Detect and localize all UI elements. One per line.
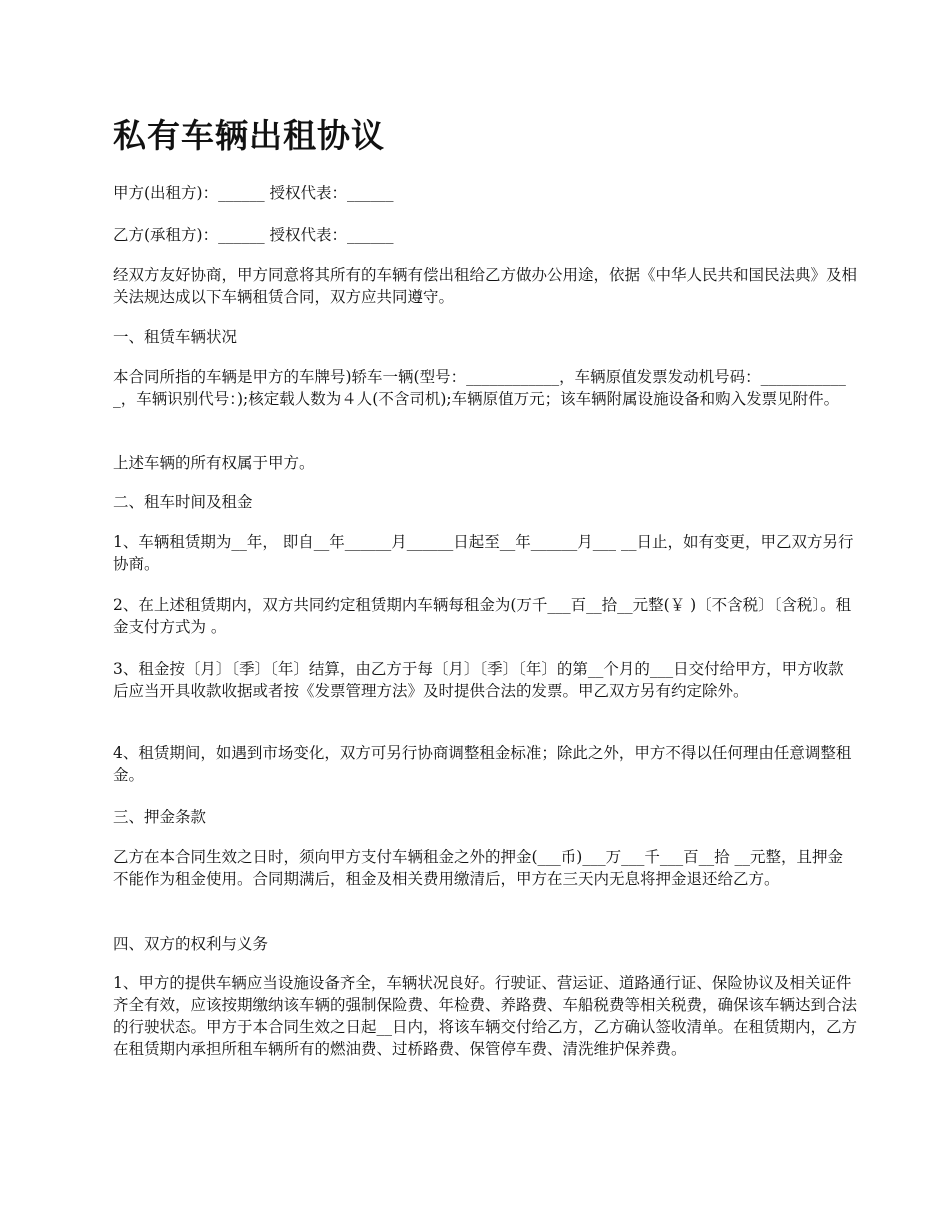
section-heading-vehicle: 一、租赁车辆状况 <box>113 328 238 346</box>
clause-rent-amount: 2、在上述租赁期内，双方共同约定租赁期内车辆每租金为(万千___百__拾__元整(￥ )〔不含税〕〔含税〕。租金支付方式为 。 <box>113 596 852 636</box>
vehicle-description-paragraph: 本合同所指的车辆是甲方的车牌号)轿车一辆(型号：____________，车辆原值发票发动机号码：____________，车辆识别代号：);核定载人数为４人(不含司机);车辆原值万元；该车辆附属设施设备和购入发票见附件。 <box>113 368 846 408</box>
section-heading-rights-duties: 四、双方的权利与义务 <box>113 935 269 953</box>
deposit-paragraph: 乙方在本合同生效之日时，须向甲方支付车辆租金之外的押金(___币)___万___千___百__拾 __元整，且押金不能作为租金使用。合同期满后，租金及相关费用缴清后，甲方在三天内无息将押金退还给乙方。 <box>113 848 844 888</box>
section-heading-deposit: 三、押金条款 <box>113 808 207 826</box>
ownership-paragraph: 上述车辆的所有权属于甲方。 <box>113 454 315 472</box>
document-title: 私有车辆出租协议 <box>113 116 385 155</box>
clause-rent-payment: 3、租金按〔月〕〔季〕〔年〕结算，由乙方于每〔月〕〔季〕〔年〕的第__个月的___日交付给甲方，甲方收款后应当开具收款收据或者按《发票管理方法》及时提供合法的发票。甲乙双方另有约定除外。 <box>113 660 844 700</box>
section-heading-term-rent: 二、租车时间及租金 <box>113 493 253 511</box>
party-b-line: 乙方(承租方)：______ 授权代表：______ <box>113 226 394 244</box>
party-a-line: 甲方(出租方)：______ 授权代表：______ <box>113 184 394 202</box>
clause-lessor-obligations: 1、甲方的提供车辆应当设施设备齐全，车辆状况良好。行驶证、营运证、道路通行证、保险协议及相关证件齐全有效，应该按期缴纳该车辆的强制保险费、年检费、养路费、车船税费等相关税费，确保该车辆达到合法的行驶状态。甲方于本合同生效之日起__日内，将该车辆交付给乙方，乙方确认签收清单。在租赁期内，乙方在租赁期内承担所租车辆所有的燃油费、过桥路费、保管停车费、清洗维护保养费。 <box>113 974 858 1058</box>
clause-lease-term: 1、车辆租赁期为__年， 即自__年______月______日起至__年______月___ __日止，如有变更，甲乙双方另行协商。 <box>113 533 854 573</box>
clause-rent-adjustment: 4、租赁期间，如遇到市场变化，双方可另行协商调整租金标准；除此之外，甲方不得以任何理由任意调整租金。 <box>113 744 852 784</box>
preamble-paragraph: 经双方友好协商，甲方同意将其所有的车辆有偿出租给乙方做办公用途，依据《中华人民共和国民法典》及相关法规达成以下车辆租赁合同，双方应共同遵守。 <box>113 266 858 306</box>
